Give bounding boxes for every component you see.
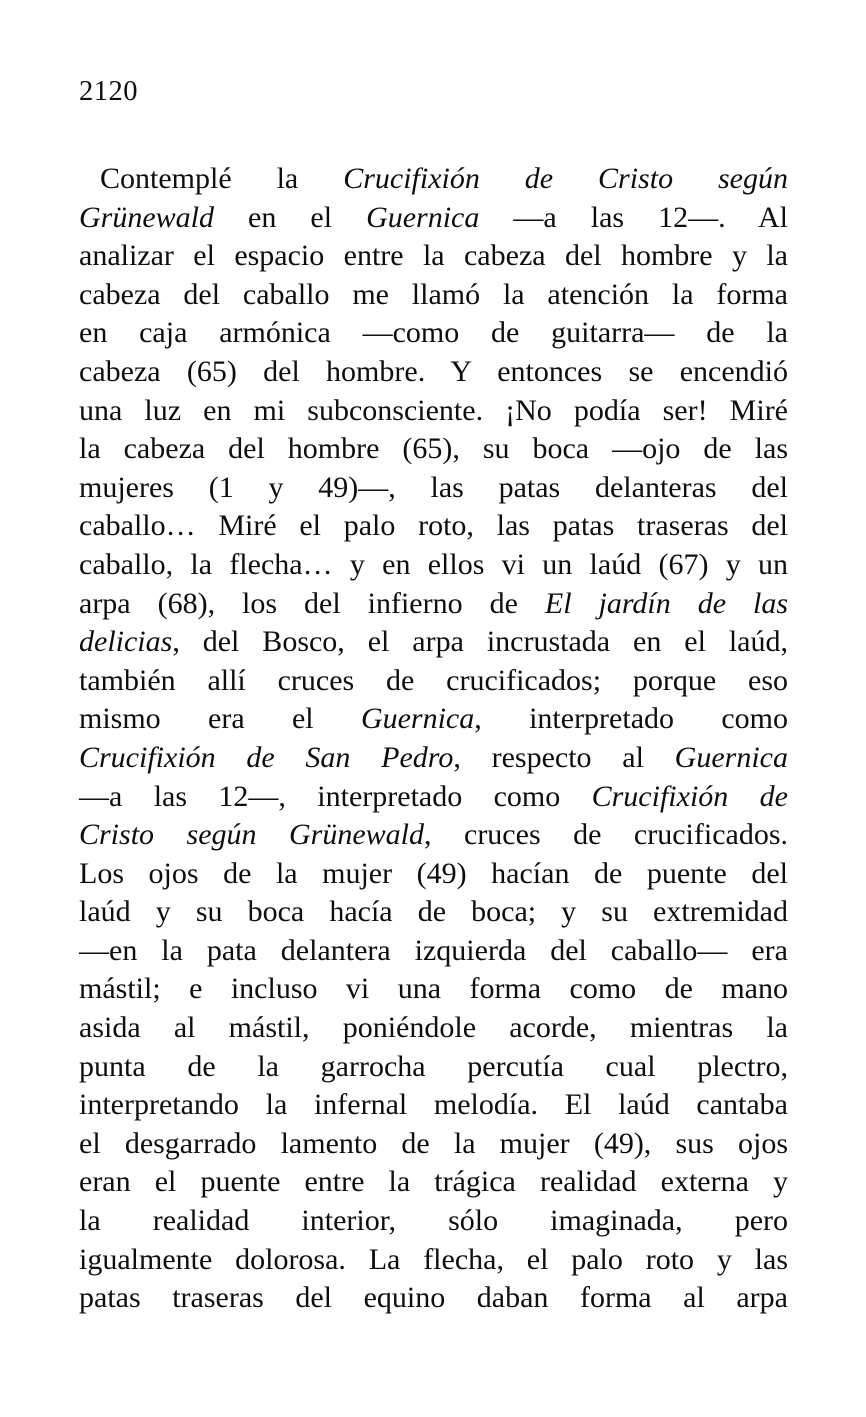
- text-segment: eran el puente entre la trágica realidad externa y: [79, 1165, 788, 1199]
- text-line: [79, 469, 788, 508]
- text-segment: —a las 12—. Al: [479, 200, 788, 234]
- text-segment: caballo… Miré el palo roto, las patas traseras del: [79, 509, 788, 543]
- text-segment: Contemplé la: [100, 162, 344, 195]
- italic-text-segment: Guernica: [674, 740, 788, 774]
- italic-text-segment: Grünewald: [79, 200, 214, 234]
- text-line: [79, 739, 788, 778]
- text-line: [79, 1048, 788, 1087]
- text-line: [79, 700, 788, 739]
- text-segment: —a las 12—, interpretado como: [79, 779, 592, 813]
- italic-text-segment: Crucifixión de Cristo según: [343, 162, 788, 195]
- text-line: [79, 1163, 788, 1202]
- text-line: [79, 546, 788, 585]
- text-segment: analizar el espacio entre la cabeza del hombre y la: [79, 239, 788, 273]
- text-segment: , del Bosco, el arpa incrustada en el laúd,: [172, 625, 788, 659]
- text-segment: mismo era el: [79, 702, 361, 736]
- text-segment: laúd y su boca hacía de boca; y su extremidad: [79, 895, 788, 929]
- text-line: [79, 353, 788, 392]
- text-segment: Los ojos de la mujer (49) hacían de puente del: [79, 856, 788, 890]
- text-line: [79, 507, 788, 546]
- text-segment: mujeres (1 y 49)—, las patas delanteras del: [79, 470, 788, 504]
- text-line: [79, 430, 788, 469]
- text-segment: —en la pata delantera izquierda del caballo— era: [79, 933, 788, 967]
- text-line: [79, 1086, 788, 1125]
- text-segment: la realidad interior, sólo imaginada, pero: [79, 1204, 788, 1238]
- text-line: [79, 1279, 788, 1318]
- text-segment: mástil; e incluso vi una forma como de mano: [79, 972, 788, 1006]
- text-line: [79, 1202, 788, 1241]
- text-line: [79, 816, 788, 855]
- text-line: [79, 623, 788, 662]
- text-line: [79, 392, 788, 431]
- italic-text-segment: Cristo según Grünewald: [79, 818, 425, 852]
- text-line: [79, 585, 788, 624]
- text-line: [79, 1125, 788, 1164]
- italic-text-segment: Crucifixión de: [591, 779, 788, 813]
- text-line: [79, 855, 788, 894]
- text-segment: interpretando la infernal melodía. El laúd cantaba: [79, 1088, 788, 1122]
- text-segment: asida al mástil, poniéndole acorde, mientras la: [79, 1011, 788, 1045]
- page-number: 2120: [79, 76, 138, 107]
- italic-text-segment: delicias: [79, 625, 173, 659]
- text-segment: el desgarrado lamento de la mujer (49), sus ojos: [79, 1126, 788, 1160]
- text-line: [79, 893, 788, 932]
- text-line: [79, 662, 788, 701]
- text-line: [79, 970, 788, 1009]
- text-line: [79, 778, 788, 817]
- italic-text-segment: El jardín de las: [544, 586, 789, 620]
- text-line: [79, 314, 788, 353]
- text-segment: caballo, la flecha… y en ellos vi un laúd (67) y un: [79, 547, 788, 581]
- text-segment: la cabeza del hombre (65), su boca —ojo de las: [79, 432, 788, 466]
- text-segment: también allí cruces de crucificados; porque eso: [79, 663, 788, 697]
- text-line: [79, 932, 788, 971]
- italic-text-segment: Crucifixión de San Pedro: [79, 740, 454, 774]
- text-segment: punta de la garrocha percutía cual plectro,: [79, 1049, 788, 1083]
- text-segment: en caja armónica —como de guitarra— de la: [79, 316, 788, 350]
- text-segment: , cruces de crucificados.: [424, 818, 789, 852]
- body-text: [79, 160, 788, 1318]
- text-segment: en el: [214, 200, 367, 234]
- text-line: [79, 199, 788, 238]
- text-line: [79, 1241, 788, 1280]
- text-segment: una luz en mi subconsciente. ¡No podía ser! Miré: [79, 393, 788, 427]
- text-segment: cabeza del caballo me llamó la atención la forma: [79, 277, 788, 311]
- text-segment: patas traseras del equino daban forma al arpa: [79, 1281, 788, 1315]
- text-line: [79, 276, 788, 315]
- text-line: [79, 1009, 788, 1048]
- text-segment: arpa (68), los del infierno de: [79, 586, 545, 620]
- italic-text-segment: Guernica: [366, 200, 480, 234]
- text-segment: cabeza (65) del hombre. Y entonces se encendió: [79, 354, 788, 388]
- text-segment: , respecto al: [453, 740, 675, 774]
- text-line: [79, 237, 788, 276]
- text-line: [79, 160, 788, 199]
- text-segment: , interpretado como: [474, 702, 788, 736]
- text-segment: igualmente dolorosa. La flecha, el palo roto y las: [79, 1242, 788, 1276]
- italic-text-segment: Guernica: [360, 702, 475, 736]
